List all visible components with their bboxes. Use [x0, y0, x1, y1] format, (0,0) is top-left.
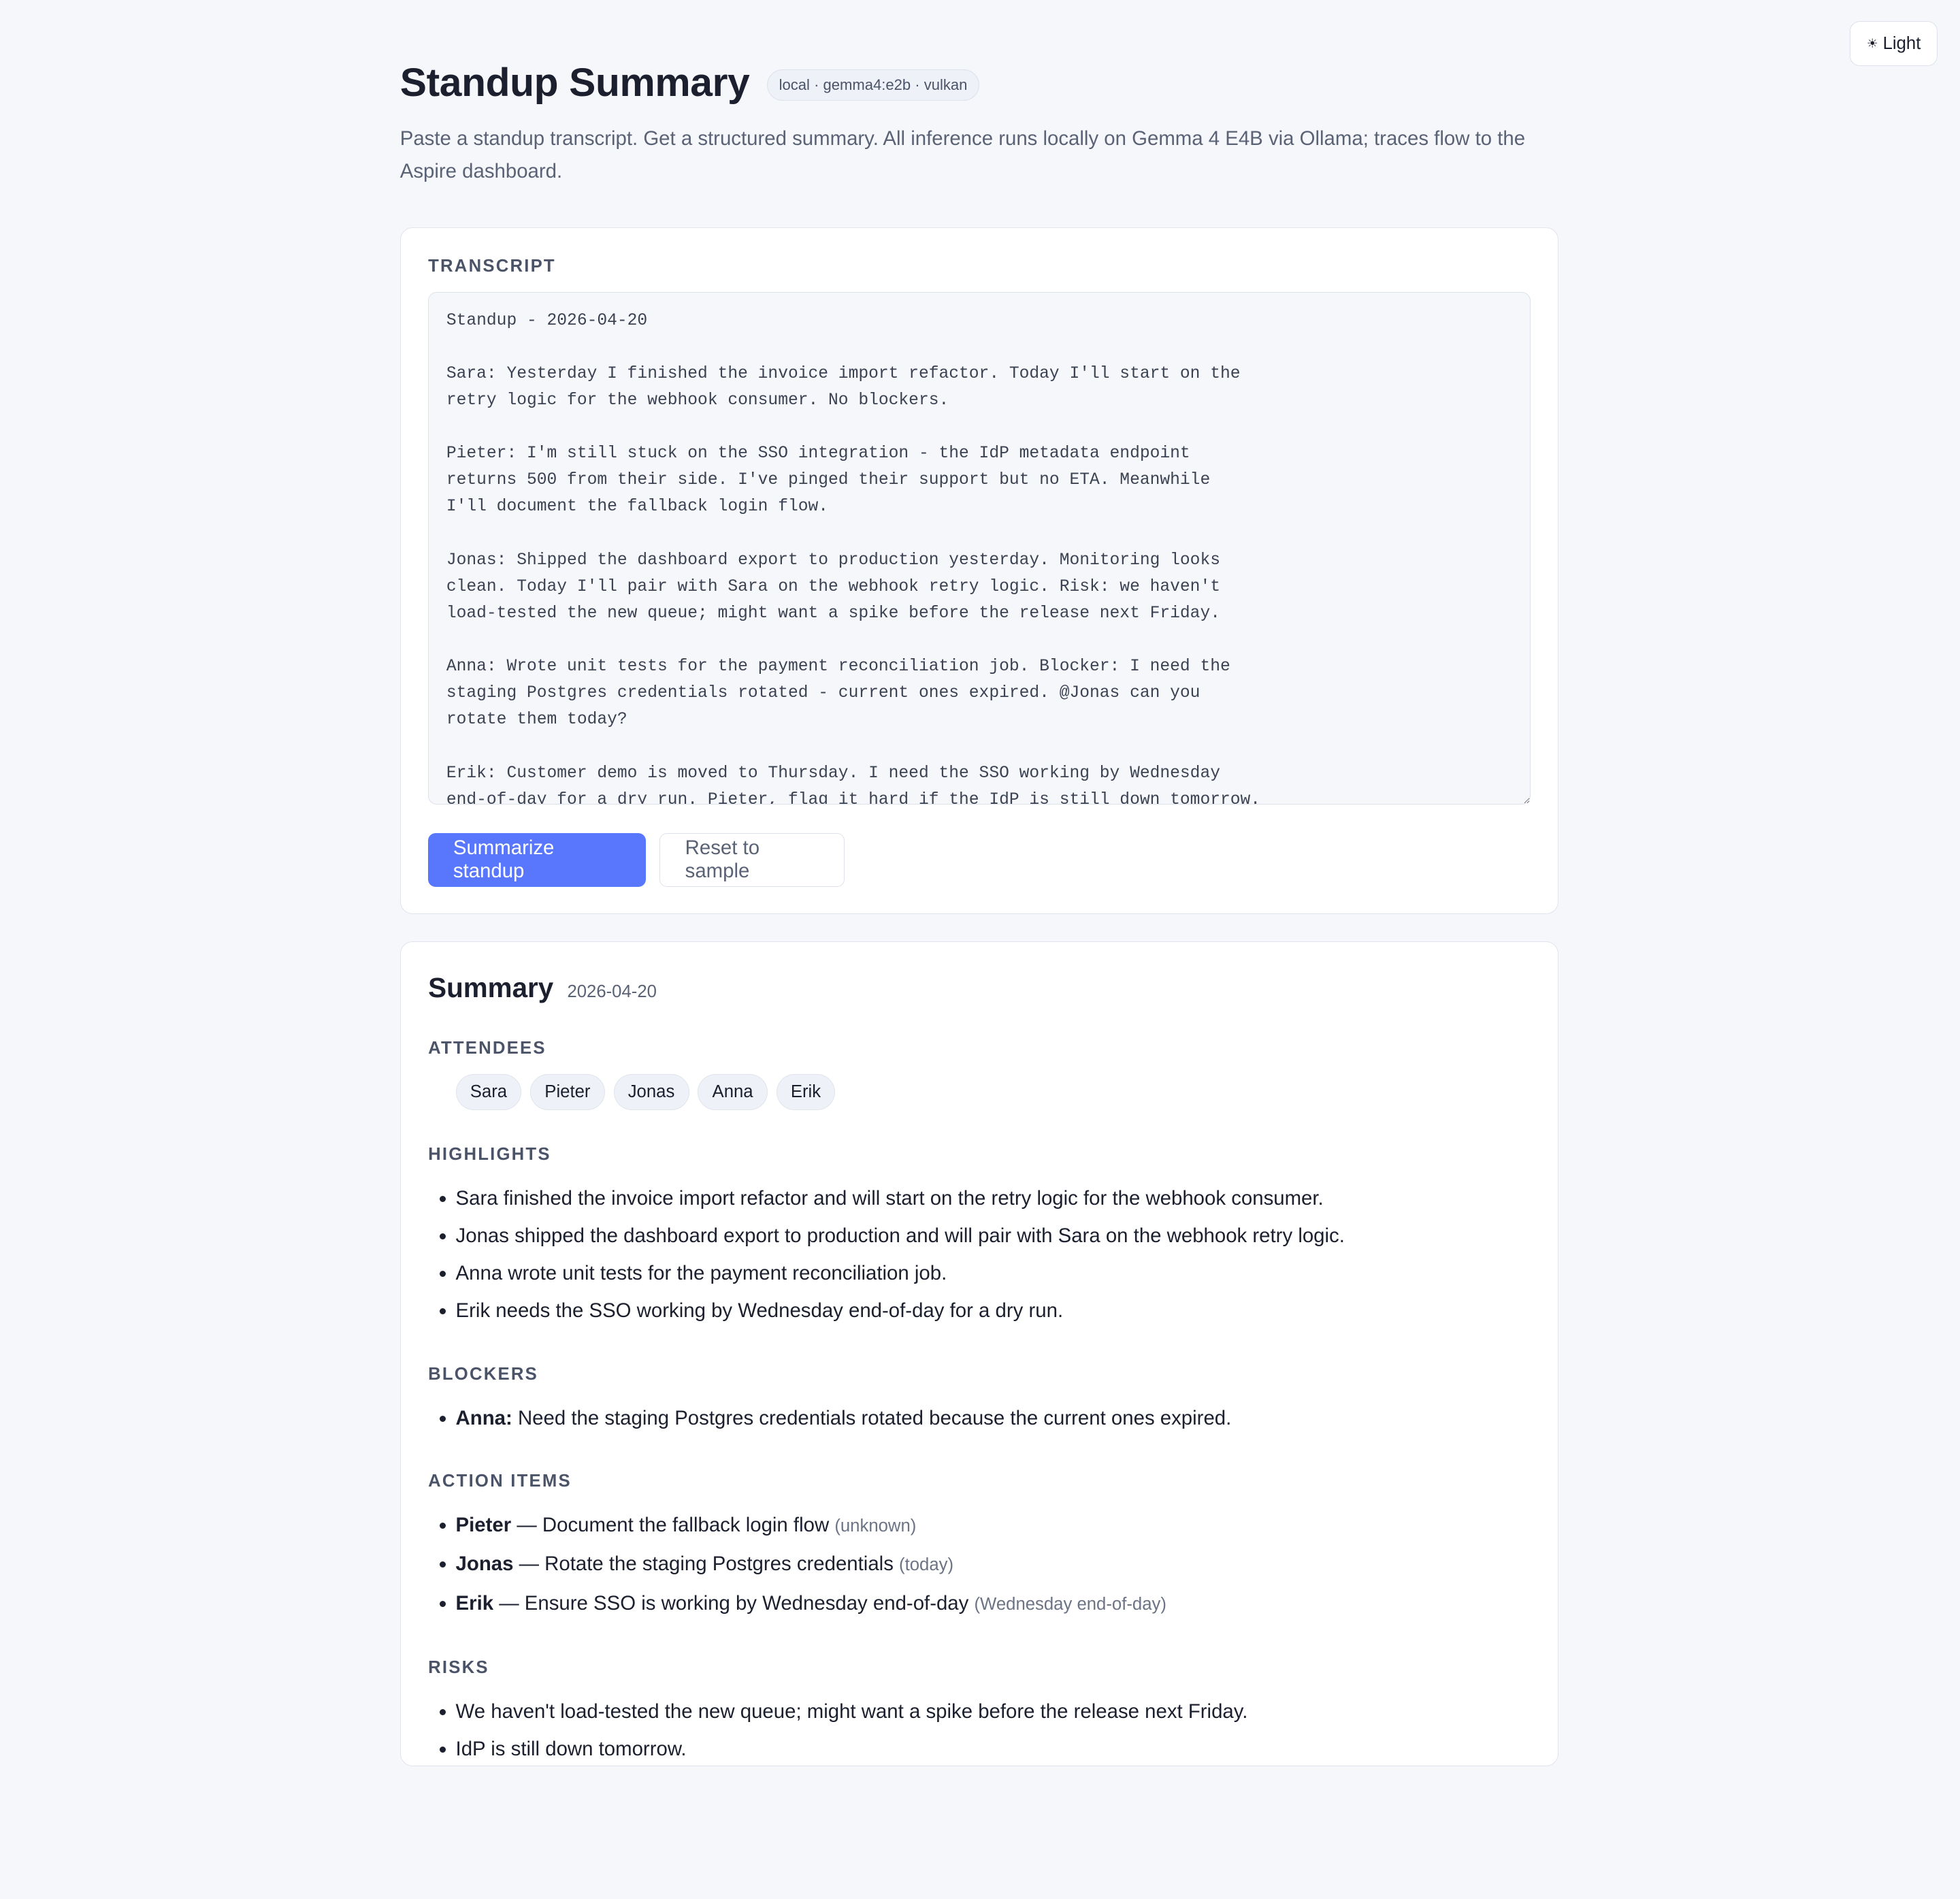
model-badge: local · gemma4:e2b · vulkan — [767, 69, 979, 101]
attendees-label: ATTENDEES — [428, 1039, 546, 1058]
reset-button[interactable]: Reset to sample — [659, 833, 845, 887]
highlight-item: • Anna wrote unit tests for the payment reconciliation job. — [456, 1254, 1531, 1292]
attendee-chip: Pieter — [530, 1074, 605, 1110]
action-item — [456, 1506, 1531, 1545]
action-item — [456, 1545, 1531, 1584]
blocker-text: Need the staging Postgres credentials rotated because the current ones expired. — [512, 1406, 1232, 1429]
action-owner: Erik — [455, 1591, 494, 1614]
action-text: — Document the fallback login flow — [511, 1514, 835, 1537]
blockers-label: BLOCKERS — [428, 1364, 539, 1384]
summarize-button[interactable]: Summarize standup — [428, 833, 646, 887]
attendee-chip: Jonas — [614, 1074, 689, 1110]
blocker-owner: Anna: — [455, 1406, 512, 1429]
sun-icon: ☀ — [1866, 36, 1878, 51]
risks-section — [428, 1658, 1531, 1768]
action-owner: Pieter — [455, 1514, 512, 1537]
transcript-input[interactable] — [428, 292, 1531, 805]
action-owner: Jonas — [455, 1553, 514, 1576]
transcript-label: TRANSCRIPT — [428, 257, 556, 276]
main-container — [400, 0, 1559, 1766]
risk-item: • We haven't load-tested the new queue; might want a spike before the release next Friday. — [456, 1693, 1531, 1730]
action-due: (Wednesday end-of-day) — [974, 1594, 1166, 1614]
action-item — [456, 1585, 1531, 1623]
attendee-chip: Anna — [698, 1074, 767, 1110]
attendee-chip: Sara — [456, 1074, 522, 1110]
highlight-item: • Sara finished the invoice import refactor and will start on the retry logic for the webhook consumer. — [456, 1180, 1531, 1217]
action-due: (today) — [899, 1555, 954, 1575]
attendee-chip: Erik — [777, 1074, 836, 1110]
summary-title: Summary — [428, 972, 554, 1004]
summary-card — [400, 941, 1559, 1766]
blocker-item — [456, 1399, 1531, 1437]
highlight-item: • Erik needs the SSO working by Wednesday end-of-day for a dry run. — [456, 1292, 1531, 1329]
action-items-section — [428, 1472, 1531, 1623]
blockers-section — [428, 1365, 1531, 1437]
highlights-section — [428, 1145, 1531, 1329]
action-text: — Rotate the staging Postgres credentials — [513, 1553, 900, 1576]
action-due: (unknown) — [834, 1516, 917, 1536]
theme-toggle-label: Light — [1882, 33, 1921, 53]
transcript-card — [400, 227, 1559, 913]
action-items-label: ACTION ITEMS — [428, 1472, 572, 1491]
summary-date: 2026-04-20 — [567, 982, 657, 1002]
page-subtitle: Paste a standup transcript. Get a structured summary. All inference runs locally on Gemma 4 E4B via Ollama; traces flow to the Aspire dashboard. — [399, 127, 1526, 182]
action-text: — Ensure SSO is working by Wednesday end-of-day — [493, 1591, 975, 1614]
risks-label: RISKS — [428, 1658, 489, 1678]
theme-toggle-button[interactable] — [1850, 21, 1938, 66]
attendees-section — [428, 1039, 1531, 1109]
highlights-label: HIGHLIGHTS — [428, 1144, 551, 1164]
page-title: Standup Summary — [399, 60, 750, 105]
highlight-item: • Jonas shipped the dashboard export to production and will pair with Sara on the webhook retry logic. — [456, 1217, 1531, 1254]
risk-item: • IdP is still down tomorrow. — [456, 1730, 1531, 1768]
